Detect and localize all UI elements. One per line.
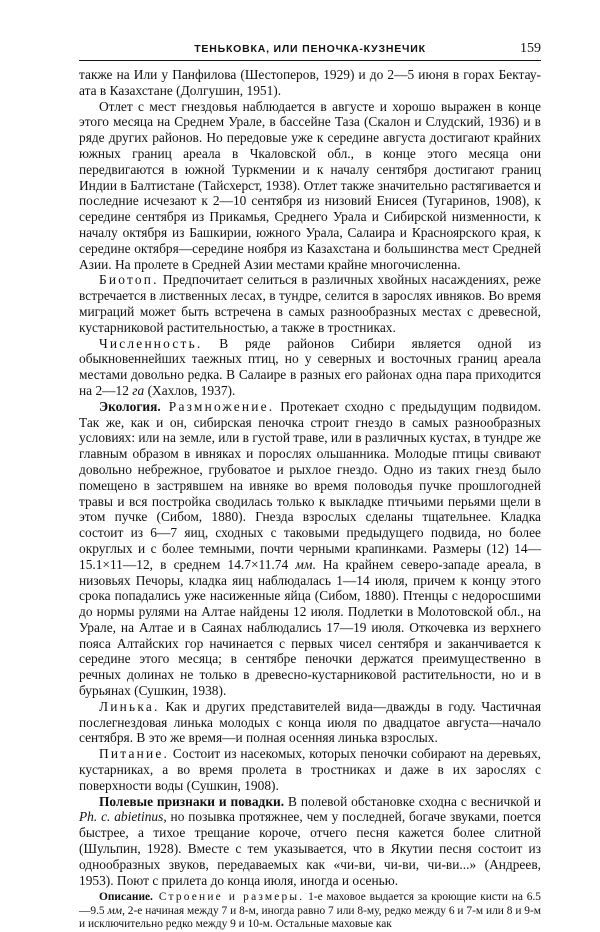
paragraph-feeding: [79, 746, 541, 793]
subheading-structure: Строение и размеры.: [152, 891, 305, 904]
subheading-reproduction: Размножение.: [160, 398, 275, 414]
paragraph-field-signs: [79, 794, 541, 889]
paragraph-text: Отлет с мест гнездовья наблюдается в августе и хорошо выражен в конце этого месяца на Среднем Урале, в бассейне Таза (Скалон и Слудский, 1936) и в ряде других районов. Но передовые уже к середине августа достигают крайних южных границ ареала в Чкаловской обл., в конце этого месяца они передвигаются в южной Туркмении и к началу сентября достигают границ Индии в Балтистане (Тайсхерст, 1938). Отлет также значительно растягивается и последние исчезают к 2—10 сентября из низовий Енисея (Тугаринов, 1908), к середине сентября из Прикамья, Среднего Урала и Сибирской низменности, к началу октября из Башкирии, южного Урала, Салаира и Красноярского края, к середине октября—середине ноября из Казахстана и большинства мест Средней Азии. На пролете в Средней Азии местами крайне многочисленна.: [79, 98, 541, 272]
species-name: Ph. c. abietinus: [79, 809, 164, 825]
page-header: [79, 38, 541, 61]
paragraph-description: [79, 891, 541, 931]
paragraph-molt: [79, 699, 541, 746]
paragraph-text: Предпочитает селиться в различных хвойных насаждениях, реже встречается в лиственных лесах, в тундре, селится в зарослях ивняков. Во время миграций может быть встречена в самых разнообразных местах с древесной, кустарниковой растительностью, а также в тростниках.: [79, 272, 541, 335]
paragraph-text: . На крайнем северо-западе ареала, в низовьях Печоры, кладка яиц наблюдалась 1—14 июля, причем к концу этого срока попадались уже насиженные яйца (Сибом, 1880). Птенцы с недоросшими до нормы рулями на Алтае найдены 12 июля. Подлетки в Молотовской обл., на Урале, на Алтае и в Саянах наблюдались 17—19 июля. Откочевка из верхнего пояса Алтайских гор начинается с первых чисел сентября и заканчивается к середине этого месяца; в сентябре пеночки держатся преимущественно в речных долинах не только в древесно-кустарниковой растительности, но и в бурьянах (Сушкин, 1938).: [79, 556, 541, 699]
paragraph-text: В полевой обстановке сходна с весничкой и: [284, 793, 541, 809]
paragraph-continuation: [79, 67, 541, 99]
unit-text: мм: [107, 904, 123, 917]
section-heading-field-signs: Полевые признаки и повадки.: [99, 793, 285, 809]
unit-text: мм: [295, 556, 313, 572]
paragraph-text: Состоит из насекомых, которых пеночки собирают на деревьях, кустарниках, а во время пролета в тростниках и даже в их зарослях с поверхности воды (Сушкин, 1908).: [79, 746, 541, 793]
page-number: 159: [520, 41, 541, 56]
unit-text: га: [132, 382, 145, 398]
paragraph-text: Как и других представителей вида—дважды в году. Частичная послегнездовая линька молодых с конца июля по двадцатое августа—начало сентября. В это же время—и полная осенняя линька взрослых.: [79, 698, 541, 746]
section-heading-molt: Линька.: [99, 698, 160, 714]
paragraph-text: также на Или у Панфилова (Шестоперов, 1929) и до 2—5 июня в горах Бектау-ата в Казахстане (Долгушин, 1951).: [79, 67, 541, 98]
paragraph-text: , но позывка протяжнее, чем у последней, богаче звуками, поется быстрее, а тихое трещание короче, отчего песня кажется более слитной (Шульпин, 1928). Вместе с тем указывается, что в Якутии песня состоит из однообразных звуков, передаваемых как «чи-ви, чи-ви, чи-ви...» (Андреев, 1953). Поют с прилета до конца июля, иногда и осенью.: [79, 809, 541, 888]
section-heading-feeding: Питание.: [99, 746, 170, 762]
paragraph-text: В ряде районов Сибири является одной из обыкновеннейших таежных птиц, но у северных и восточных границ ареала местами довольно редка. В Салаире в разных его районах одна пара приходится на 2—12: [79, 335, 541, 398]
paragraph-text: (Хахлов, 1937).: [144, 382, 236, 398]
paragraph-text: 1-е маховое выдается за кроющие кисти на 6.5—9.5: [79, 891, 541, 917]
paragraph-biotope: [79, 272, 541, 335]
running-title: ТЕНЬКОВКА, ИЛИ ПЕНОЧКА-КУЗНЕЧИК: [194, 43, 426, 55]
body-text: [79, 67, 541, 932]
section-heading-abundance: Численность.: [99, 335, 203, 351]
paragraph-departure: [79, 99, 541, 273]
paragraph-text: , 2-е начиная между 7 и 8-м, иногда равно 7 или 8-му, редко между 6 и 7-м или 8 и 9-м и исключительно редко между 9 и 10-м. Остальные маховые как: [79, 904, 541, 931]
section-heading-ecology: Экология.: [99, 398, 161, 414]
paragraph-ecology: [79, 399, 541, 699]
section-heading-description: Описание.: [99, 891, 153, 904]
paragraph-text: Протекает сходно с предыдущим подвидом. Так же, как и он, сибирская пеночка строит гнездо в самых разнообразных условиях: или на земле, или в густой траве, или в различных кустах, в тундре же главным образом в ивняках и порослях ольшанника. Молодые птицы свивают довольно небрежное, грубоватое и рыхлое гнездо. Одно из таких гнезд было помещено в застрявшем на ивняке во время половодья пучке прошлогодней травы и вся постройка сводилась только к выкладке птичьими перьями щели в этом пучке (Сибом, 1880). Гнезда взрослых сделаны тщательнее. Кладка состоит из 6—7 яиц, сходных с таковыми предыдущего подвида, но более округлых и с более темными, почти черными крапинками. Размеры (12) 14—15.1×11—12, в среднем 14.7×11.74: [79, 398, 541, 572]
section-heading-biotope: Биотоп.: [99, 272, 159, 288]
paragraph-abundance: [79, 336, 541, 399]
